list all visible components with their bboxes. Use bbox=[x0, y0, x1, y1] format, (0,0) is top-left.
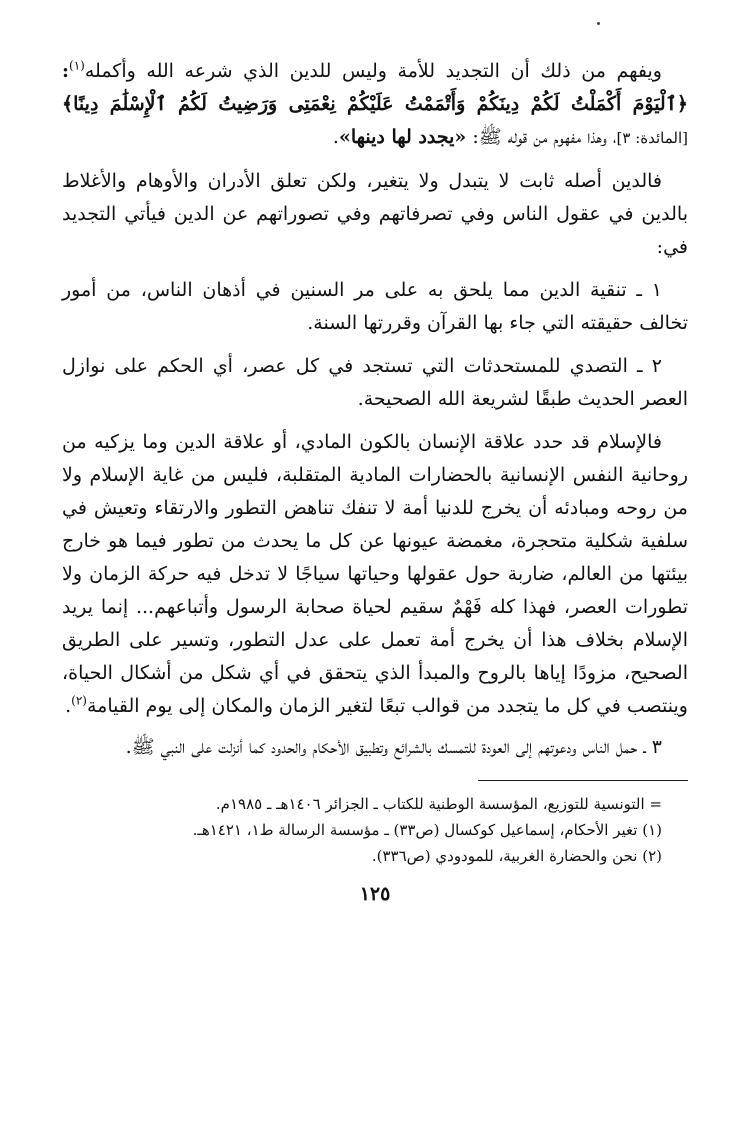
paragraph-1-continuation: ، وهذا مفهوم من قوله ﷺ: bbox=[466, 126, 617, 148]
paragraph-5-end: . bbox=[65, 695, 72, 717]
footnote-1: (١) تغير الأحكام، إسماعيل كوكسال (ص٣٣) ـ مؤسسة الرسالة ط١، ١٤٢١هـ. bbox=[192, 821, 662, 839]
book-page bbox=[62, 55, 688, 1105]
paragraph-1-end: . bbox=[332, 126, 339, 148]
page-speck bbox=[597, 22, 600, 25]
paragraph-1 bbox=[62, 55, 688, 155]
footnote-2: (٢) نحن والحضارة الغربية، للمودودي (ص٣٣٦). bbox=[371, 847, 662, 865]
page-number: ١٢٥ bbox=[359, 883, 391, 905]
footnotes bbox=[62, 791, 688, 869]
footnote-separator bbox=[478, 780, 688, 781]
paragraph-5-text: فالإسلام قد حدد علاقة الإنسان بالكون المادي، أو علاقة الدين وما يزكيه من روحانية النفس الإنسانية بالحضارات المادية المتقلبة، فليس من غاية الإسلام ولا من روحه ومبادئه أن يخرج للدنيا أمة لا تنفك تناهض التطور والارتقاء وتعيش في سلفية شكلية متحجرة، مغمضة عيونها عن كل ما يحدث من تطور فيما هو خارج بيئتها من العالم، ضاربة حول عقولها وحياتها سياجًا لا تدخل فيه حركة الزمان ولا تطورات العصر، فهذا كله فَهْمٌ سقيم لحياة صحابة الرسول وأتباعهم... إنما يريد الإسلام بخلاف هذا أن يخرج أمة تعمل على عدل التطور، وتسير على الطريق الصحيح، مزودًا إياها بالروح والمبدأ الذي يتحقق في أي شكل من أشكال الحياة، وينتصب في كل ما يتجدد من قوالب تبعًا لتغير الزمان والمكان إلى يوم القيامة bbox=[62, 431, 688, 717]
quran-verse: : ﴿ٱلْيَوْمَ أَكْمَلْتُ لَكُمْ دِينَكُمْ وَأَتْمَمْتُ عَلَيْكُمْ نِعْمَتِى وَرَضِيتُ لَكُمُ ٱلْإِسْلَٰمَ دِينًا﴾ bbox=[62, 60, 688, 115]
footnote-marker-2: (٢) bbox=[71, 693, 87, 708]
footnote-marker-1: (١) bbox=[69, 58, 85, 73]
paragraph-1-text: ويفهم من ذلك أن التجديد للأمة وليس للدين الذي شرعه الله وأكمله bbox=[84, 60, 662, 82]
list-item-2: ٢ ـ التصدي للمستحدثات التي تستجد في كل عصر، أي الحكم على نوازل العصر الحديث طبقًا لشريعة الله الصحيحة. bbox=[62, 355, 688, 410]
paragraph-2: فالدين أصله ثابت لا يتبدل ولا يتغير، ولكن تعلق الأدران والأوهام والأغلاط بالدين في عقول الناس وفي تصرفاتهم وفي تصوراتهم عن الدين فيأتي التجديد في: bbox=[62, 170, 688, 258]
hadith-quote: «يجدد لها دينها» bbox=[338, 126, 467, 148]
list-item-3: ٣ ـ حمل الناس ودعوتهم إلى العودة للتمسك بالشرائع وتطبيق الأحكام والحدود كما أنزلت على النبي ﷺ. bbox=[125, 736, 662, 758]
quran-reference: [المائدة: ٣] bbox=[616, 129, 688, 147]
paragraph-5 bbox=[62, 426, 688, 723]
list-item-1: ١ ـ تنقية الدين مما يلحق به على مر السنين في أذهان الناس، من أمور تخالف حقيقته التي جاء بها القرآن وقررتها السنة. bbox=[62, 279, 688, 334]
footnote-continuation: = التونسية للتوزيع، المؤسسة الوطنية للكتاب ـ الجزائر ١٤٠٦هـ ـ ١٩٨٥م. bbox=[215, 795, 662, 813]
